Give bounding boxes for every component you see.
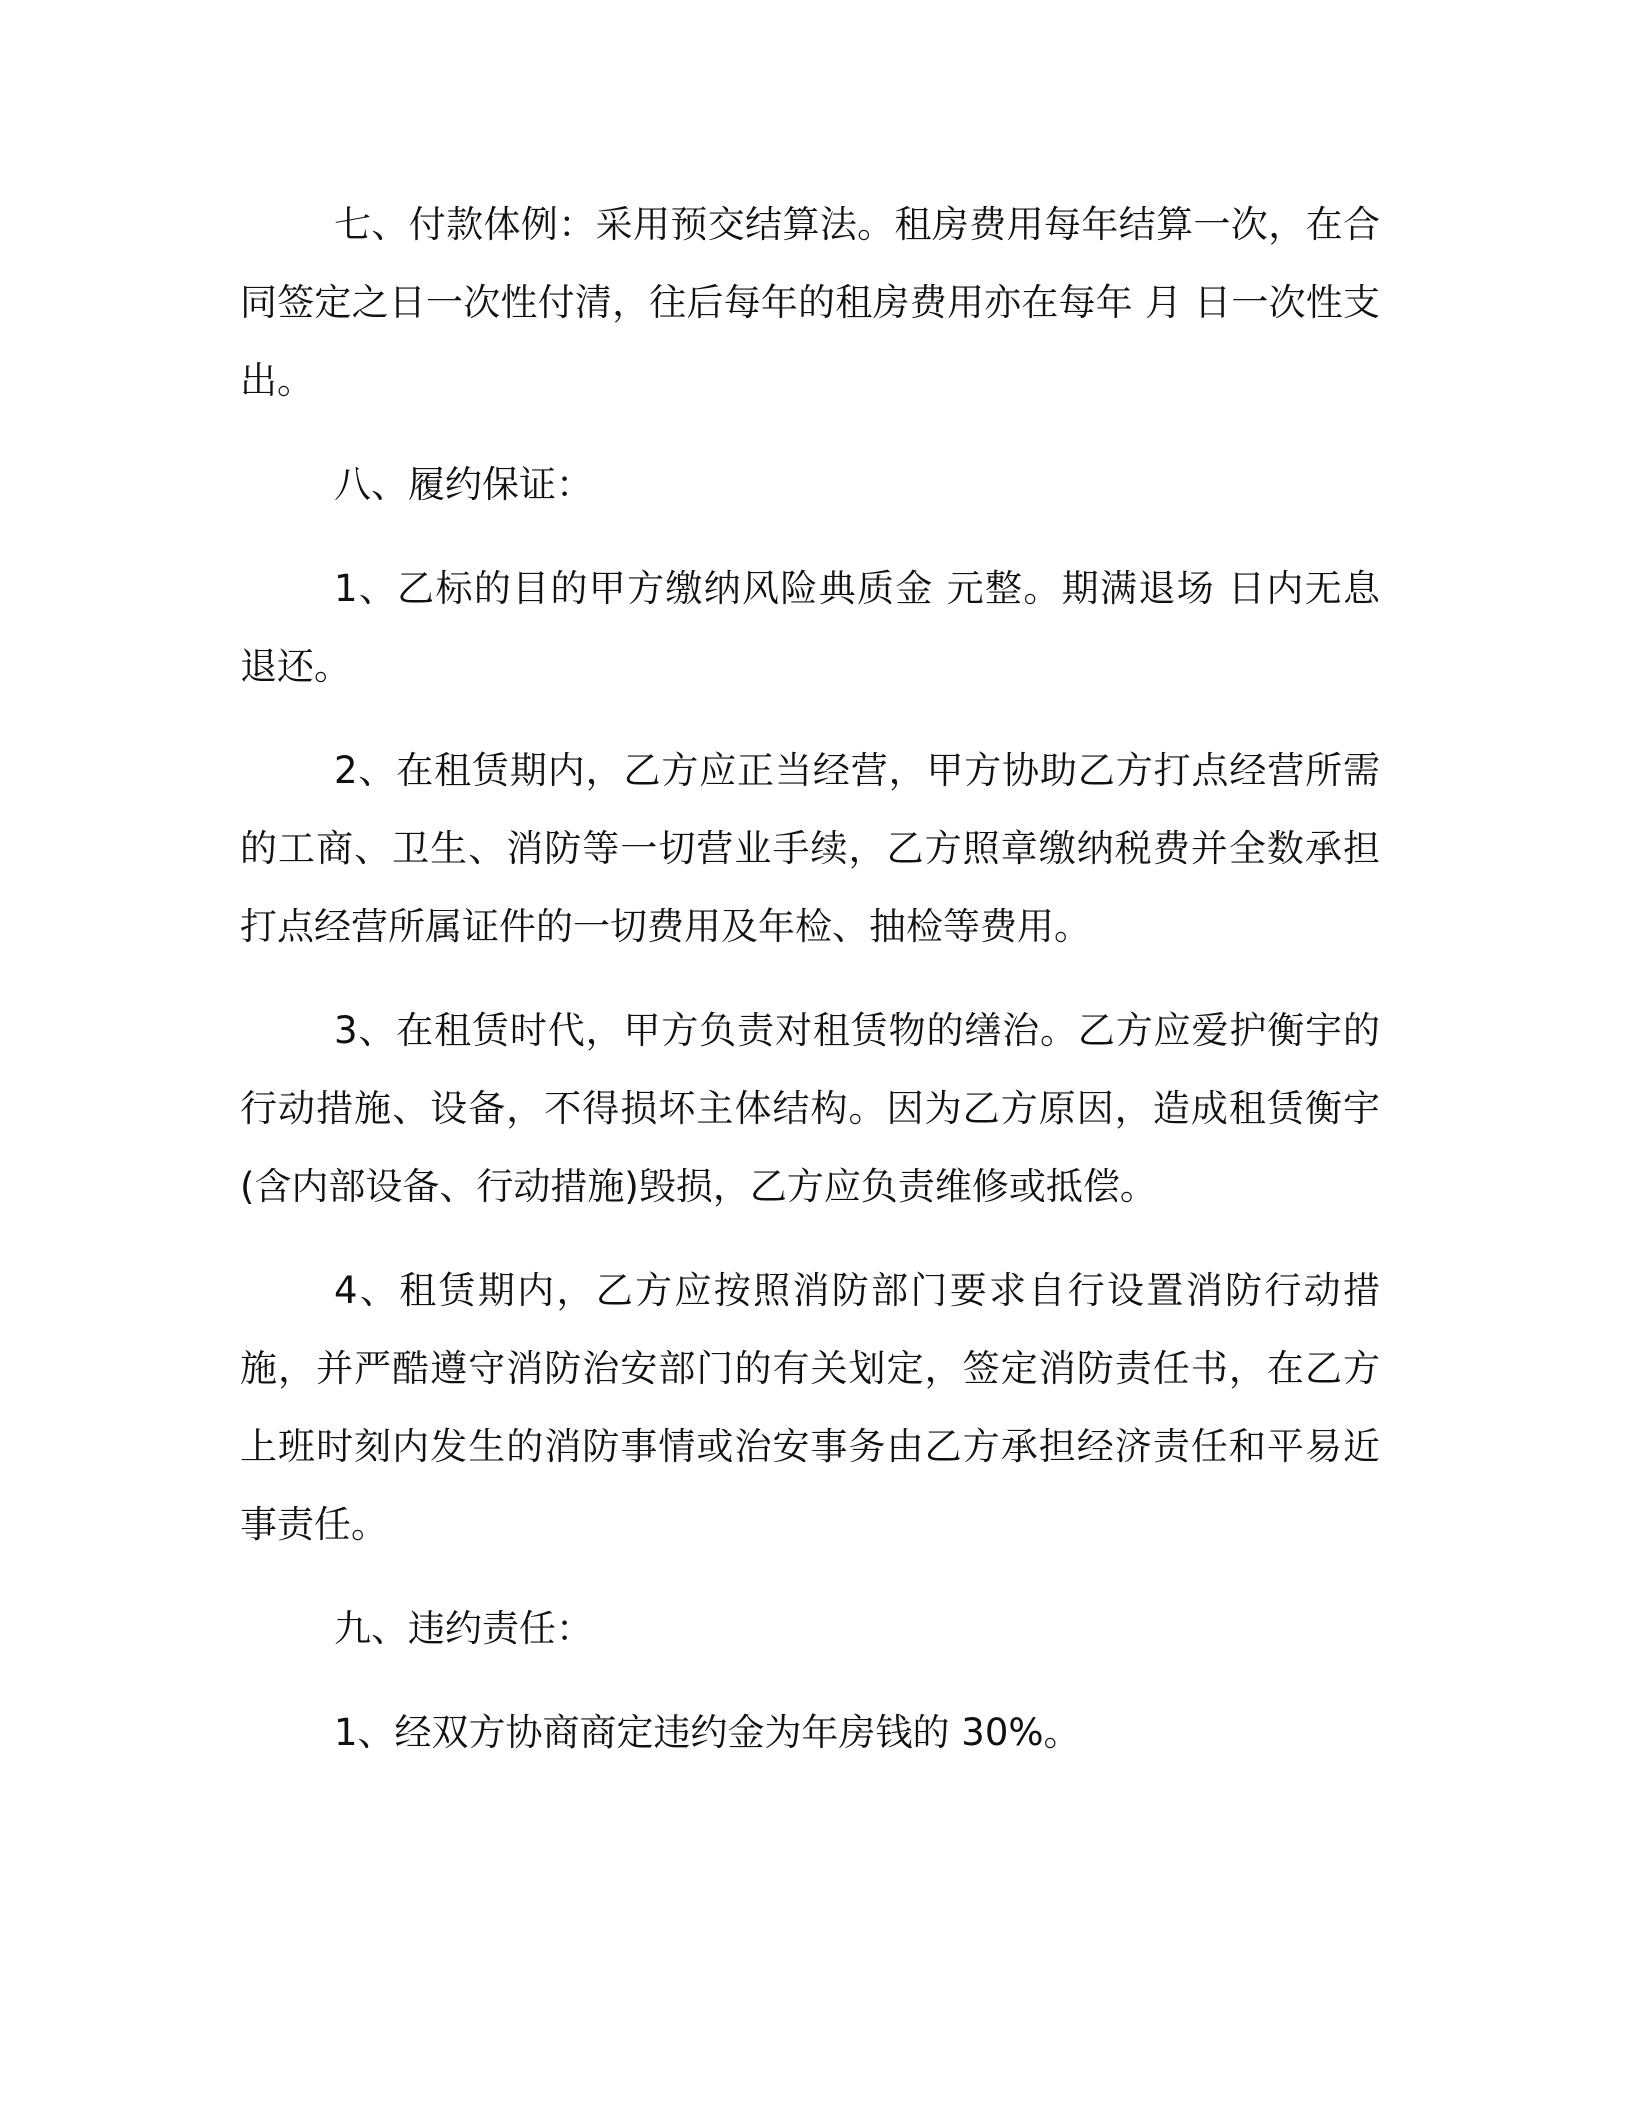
clause-8-item-1: 1、乙标的目的甲方缴纳风险典质金 元整。期满退场 日内无息退还。 [240,567,1380,688]
clause-9-heading: 九、违约责任： [334,1607,593,1650]
clause-9-item-1: 1、经双方协商商定违约金为年房钱的 30%。 [334,1711,1081,1754]
clause-7-payment: 七、付款体例：采用预交结算法。租房费用每年结算一次，在合同签定之日一次性付清，往后每年的租房费用亦在每年 月 日一次性支出。 [240,203,1380,402]
clause-8-item-2: 2、在租赁期内，乙方应正当经营，甲方协助乙方打点经营所需的工商、卫生、消防等一切营业手续，乙方照章缴纳税费并全数承担打点经营所属证件的一切费用及年检、抽检等费用。 [240,749,1380,948]
document-body [240,186,1380,1798]
clause-8-item-4: 4、租赁期内，乙方应按照消防部门要求自行设置消防行动措施，并严酷遵守消防治安部门的有关划定，签定消防责任书，在乙方上班时刻内发生的消防事情或治安事务由乙方承担经济责任和平易近事责任。 [240,1269,1380,1546]
clause-8-heading: 八、履约保证： [334,463,593,506]
clause-8-item-3: 3、在租赁时代，甲方负责对租赁物的缮治。乙方应爱护衡宇的行动措施、设备，不得损坏主体结构。因为乙方原因，造成租赁衡宇(含内部设备、行动措施)毁损，乙方应负责维修或抵偿。 [240,1009,1380,1208]
